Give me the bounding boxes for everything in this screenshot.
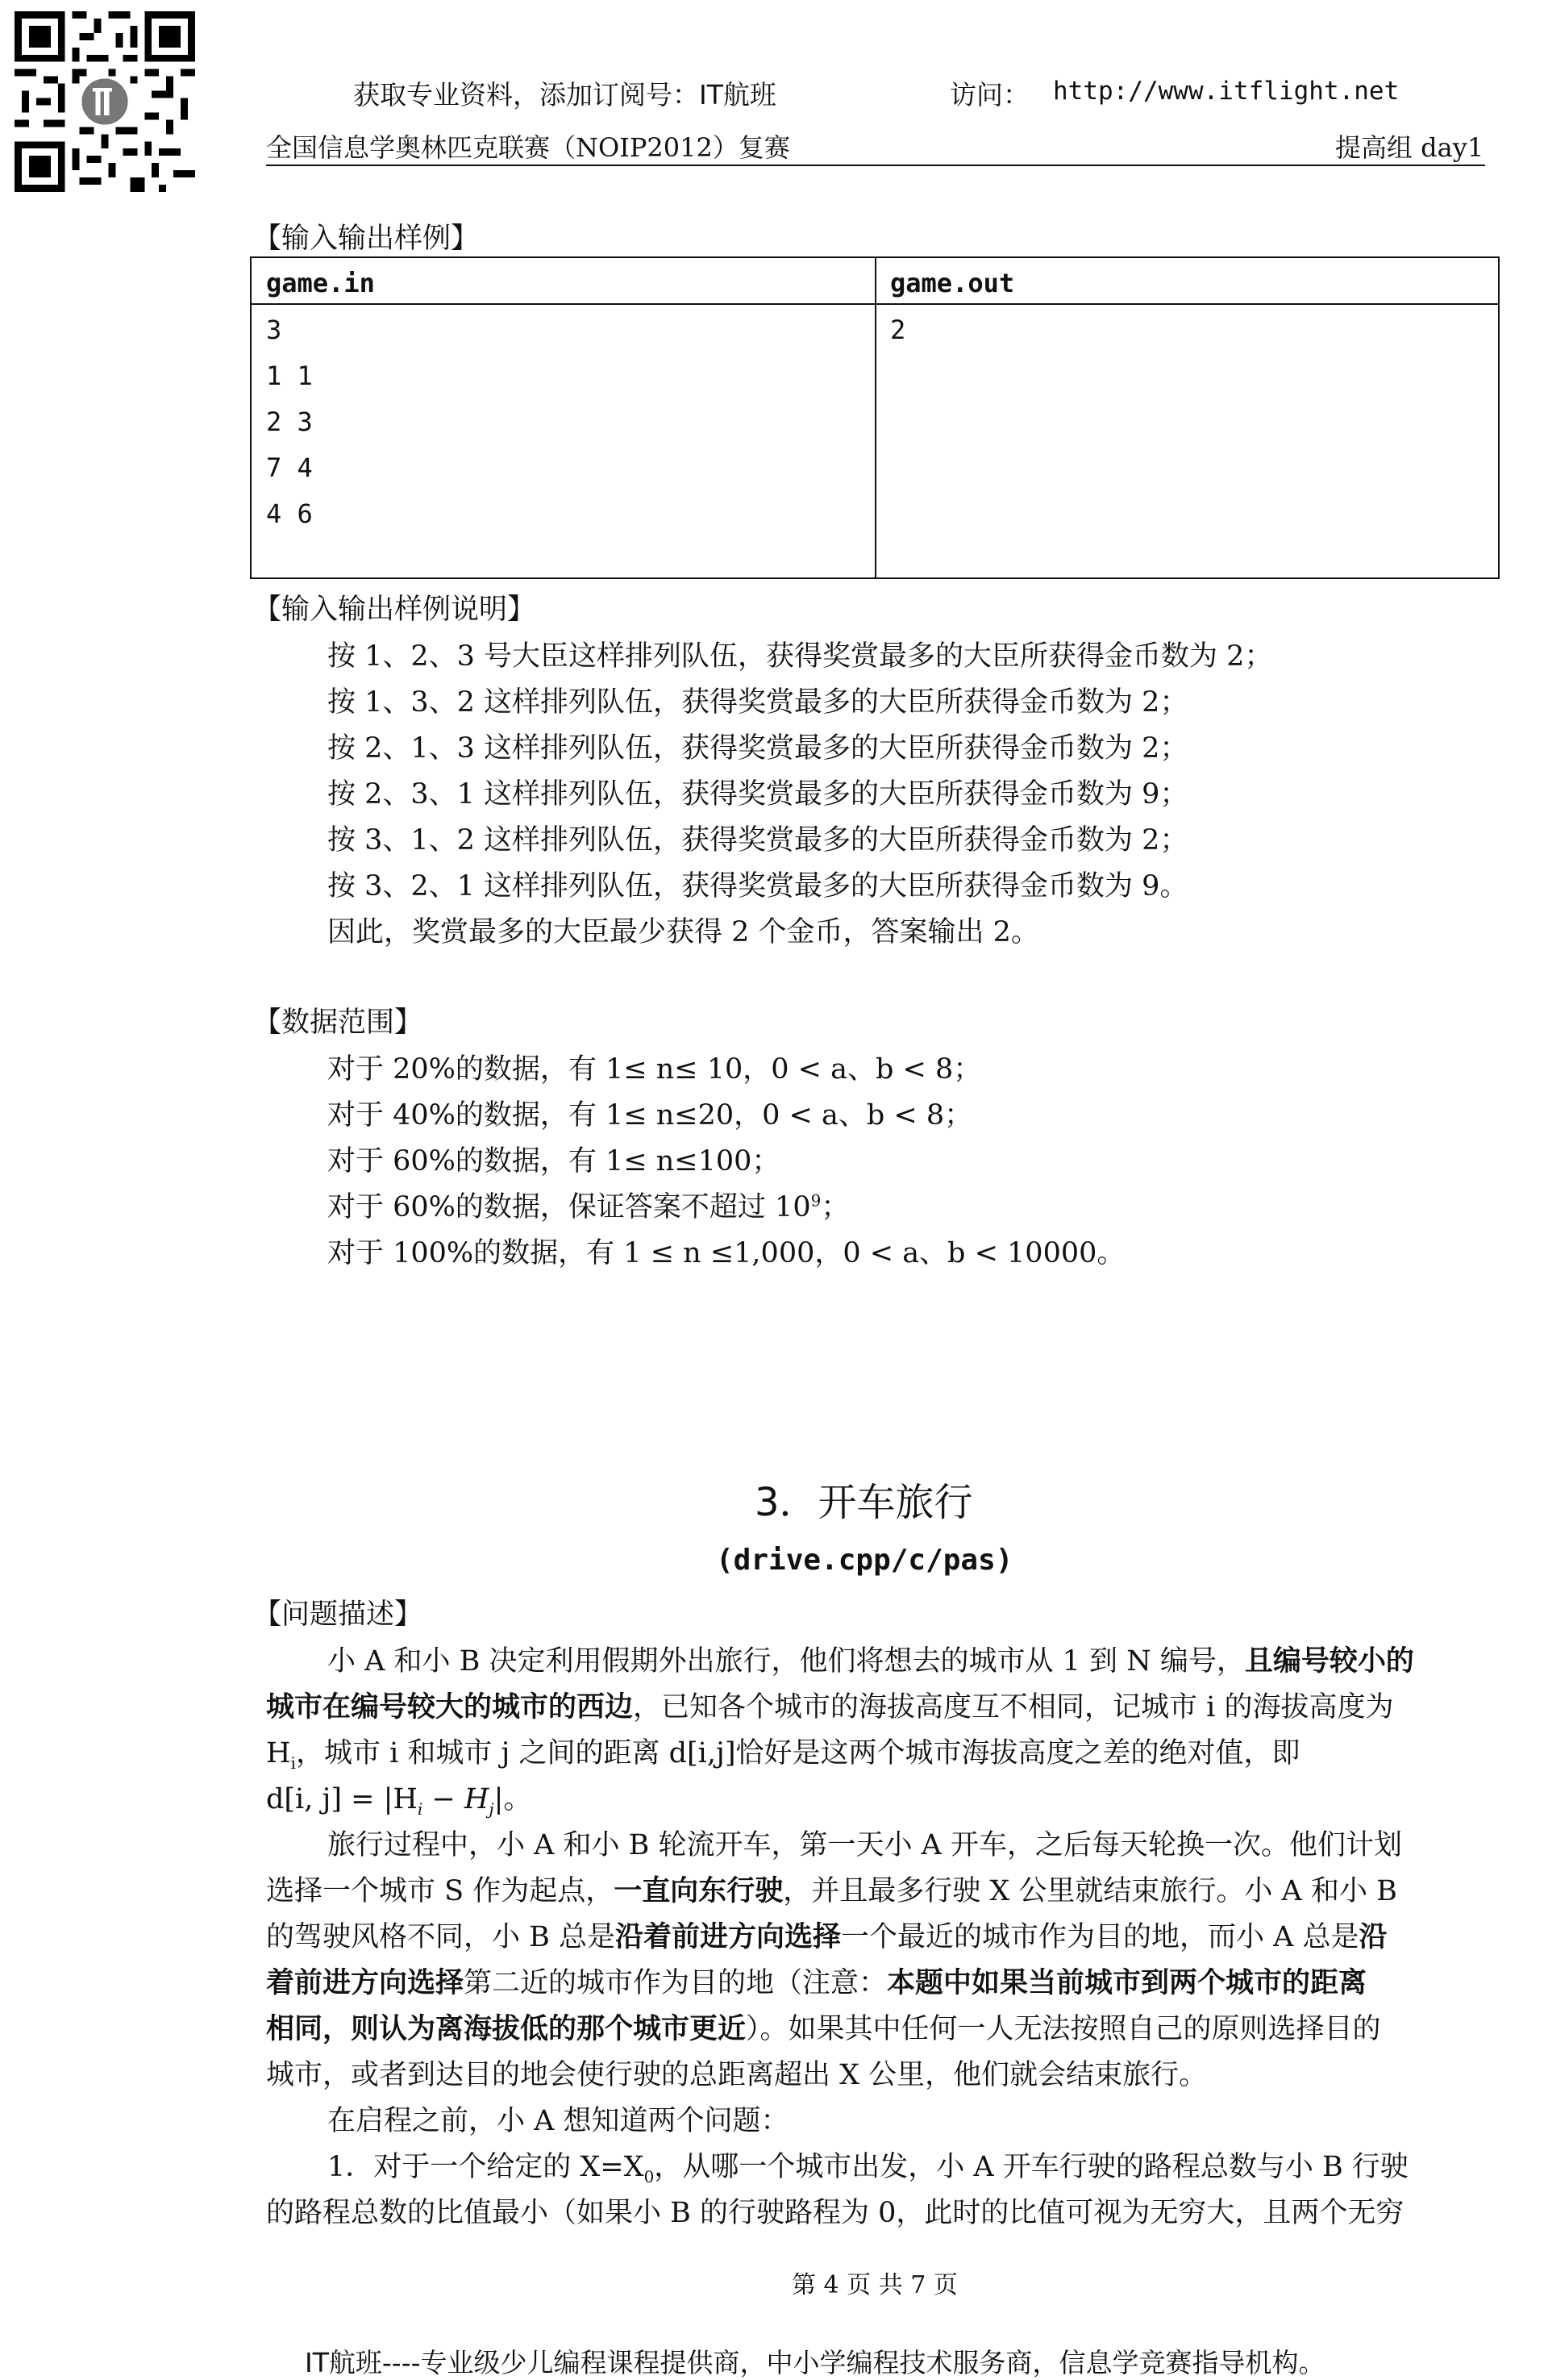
subscript: j bbox=[489, 1799, 494, 1819]
footer-promo: IT航班----专业级少儿编程课程提供商，中小学编程技术服务商，信息学竞赛指导机构。 bbox=[305, 2347, 1325, 2378]
question-line bbox=[327, 2145, 1409, 2186]
input-line: 7 4 bbox=[266, 452, 313, 483]
formula-text: |。 bbox=[493, 1783, 532, 1815]
data-range-line-end: ； bbox=[821, 1191, 850, 1223]
explanation-line: 按 2、3、1 这样排列队伍，获得奖赏最多的大臣所获得金币数为 9； bbox=[327, 778, 1188, 811]
promo-header-url[interactable]: http://www.itflight.net bbox=[1053, 77, 1400, 106]
emphasis-run: 城市在编号较大的城市的西边 bbox=[266, 1690, 634, 1724]
text-run: 第二近的城市作为目的地（注意： bbox=[464, 1967, 888, 1999]
data-range-line-bound bbox=[327, 1185, 849, 1225]
header-divider bbox=[266, 165, 1485, 166]
description-paragraph-line bbox=[266, 1731, 1300, 1773]
promo-header-visit-label: 访问： bbox=[950, 79, 1030, 110]
question-line: 的路程总数的比值最小（如果小 B 的行驶路程为 0，此时的比值可视为无穷大，且两个无穷 bbox=[266, 2197, 1404, 2229]
running-header-group: 提高组 day1 bbox=[1335, 132, 1484, 163]
emphasis-run: 本题中如果当前城市到两个城市的距离 bbox=[887, 1966, 1367, 1999]
description-paragraph-line: 城市，或者到达目的地会使行驶的总距离超出 X 公里，他们就会结束旅行。 bbox=[266, 2059, 1208, 2091]
sample-explanation-title: 【输入输出样例说明】 bbox=[253, 594, 536, 626]
exponent: 9 bbox=[810, 1190, 822, 1211]
input-file-header: game.in bbox=[266, 268, 375, 298]
problem-title: 3．开车旅行 bbox=[755, 1480, 973, 1525]
text-run: ，已知各个城市的海拔高度互不相同，记城市 i 的海拔高度为 bbox=[633, 1691, 1394, 1724]
text-run: 小 A 和小 B 决定利用假期外出旅行，他们将想去的城市从 1 到 N 编号， bbox=[327, 1645, 1245, 1678]
text-run: 一个最近的城市作为目的地，而小 A 总是 bbox=[841, 1921, 1359, 1953]
problem-description-title: 【问题描述】 bbox=[253, 1598, 423, 1631]
qr-code-image bbox=[15, 11, 195, 192]
emphasis-run: 沿着前进方向选择 bbox=[614, 1920, 841, 1953]
description-paragraph-line bbox=[266, 1915, 1388, 1955]
subscript: i bbox=[290, 1753, 296, 1773]
explanation-line: 按 1、2、3 号大臣这样排列队伍，获得奖赏最多的大臣所获得金币数为 2； bbox=[327, 640, 1273, 673]
text-run: 的驾驶风格不同，小 B 总是 bbox=[266, 1921, 615, 1953]
text-run: ，城市 i 和城市 j 之间的距离 d[i,j]恰好是这两个城市海拔高度之差的绝对值，即 bbox=[295, 1737, 1300, 1769]
input-line: 1 1 bbox=[266, 361, 313, 391]
input-line: 3 bbox=[266, 315, 282, 345]
output-line: 2 bbox=[890, 315, 906, 345]
data-range-line-text: 对于 60%的数据，保证答案不超过 10 bbox=[327, 1191, 811, 1223]
text-run: H bbox=[266, 1737, 291, 1769]
text-run: 选择一个城市 S 作为起点， bbox=[266, 1875, 614, 1907]
data-range-line: 对于 100%的数据，有 1 ≤ n ≤1,000，0 < a、b < 10000。 bbox=[327, 1237, 1126, 1269]
description-paragraph-line bbox=[266, 2007, 1381, 2047]
emphasis-run: 一直向东行驶 bbox=[614, 1874, 784, 1907]
problem-source-files: (drive.cpp/c/pas) bbox=[716, 1544, 1013, 1577]
description-paragraph-line bbox=[266, 1685, 1393, 1725]
emphasis-run: 沿 bbox=[1359, 1920, 1388, 1953]
data-range-title: 【数据范围】 bbox=[253, 1007, 423, 1039]
sample-io-title: 【输入输出样例】 bbox=[253, 223, 480, 255]
subscript: 0 bbox=[643, 2167, 655, 2186]
input-line: 4 6 bbox=[266, 498, 313, 529]
data-range-line: 对于 40%的数据，有 1≤ n≤20，0 < a、b < 8； bbox=[327, 1099, 973, 1132]
table-column-divider bbox=[875, 258, 876, 577]
page-number: 第 4 页 共 7 页 bbox=[792, 2271, 958, 2299]
emphasis-run: 相同，则认为离海拔低的那个城市更近 bbox=[266, 2012, 747, 2045]
text-run: ）。如果其中任何一人无法按照自己的原则选择目的 bbox=[746, 2013, 1381, 2045]
sample-io-table bbox=[250, 256, 1500, 579]
output-file-header: game.out bbox=[890, 268, 1015, 298]
distance-formula bbox=[266, 1777, 531, 1819]
data-range-line: 对于 20%的数据，有 1≤ n≤ 10，0 < a、b < 8； bbox=[327, 1053, 982, 1086]
description-paragraph-line bbox=[266, 1869, 1397, 1909]
text-run: ，从哪一个城市出发，小 A 开车行驶的路程总数与小 B 行驶 bbox=[654, 2151, 1409, 2183]
emphasis-run: 着前进方向选择 bbox=[266, 1966, 464, 1999]
emphasis-run: 且编号较小的 bbox=[1244, 1644, 1414, 1678]
explanation-conclusion: 因此，奖赏最多的大臣最少获得 2 个金币，答案输出 2。 bbox=[327, 916, 1039, 948]
explanation-line: 按 3、1、2 这样排列队伍，获得奖赏最多的大臣所获得金币数为 2； bbox=[327, 824, 1188, 857]
input-line: 2 3 bbox=[266, 406, 313, 437]
subscript: i bbox=[417, 1799, 423, 1819]
formula-text: d[i, j] = |H bbox=[266, 1783, 418, 1815]
description-paragraph-line bbox=[327, 1639, 1414, 1679]
explanation-line: 按 3、2、1 这样排列队伍，获得奖赏最多的大臣所获得金币数为 9。 bbox=[327, 870, 1188, 902]
data-range-line: 对于 60%的数据，有 1≤ n≤100； bbox=[327, 1145, 780, 1177]
text-run: 1．对于一个给定的 X=X bbox=[327, 2151, 644, 2183]
description-paragraph-line: 在启程之前，小 A 想知道两个问题： bbox=[327, 2105, 789, 2137]
formula-text: − H bbox=[422, 1783, 489, 1815]
explanation-line: 按 1、3、2 这样排列队伍，获得奖赏最多的大臣所获得金币数为 2； bbox=[327, 686, 1188, 719]
running-header-title: 全国信息学奥林匹克联赛（NOIP2012）复赛 bbox=[266, 132, 790, 163]
description-paragraph-line bbox=[266, 1961, 1367, 2001]
text-run: ，并且最多行驶 X 公里就结束旅行。小 A 和小 B bbox=[783, 1875, 1397, 1907]
table-header-divider bbox=[252, 303, 1498, 305]
explanation-line: 按 2、1、3 这样排列队伍，获得奖赏最多的大臣所获得金币数为 2； bbox=[327, 732, 1188, 765]
description-paragraph-line: 旅行过程中，小 A 和小 B 轮流开车，第一天小 A 开车，之后每天轮换一次。他们计划 bbox=[327, 1829, 1403, 1861]
promo-header-left: 获取专业资料，添加订阅号：IT航班 bbox=[353, 79, 776, 110]
